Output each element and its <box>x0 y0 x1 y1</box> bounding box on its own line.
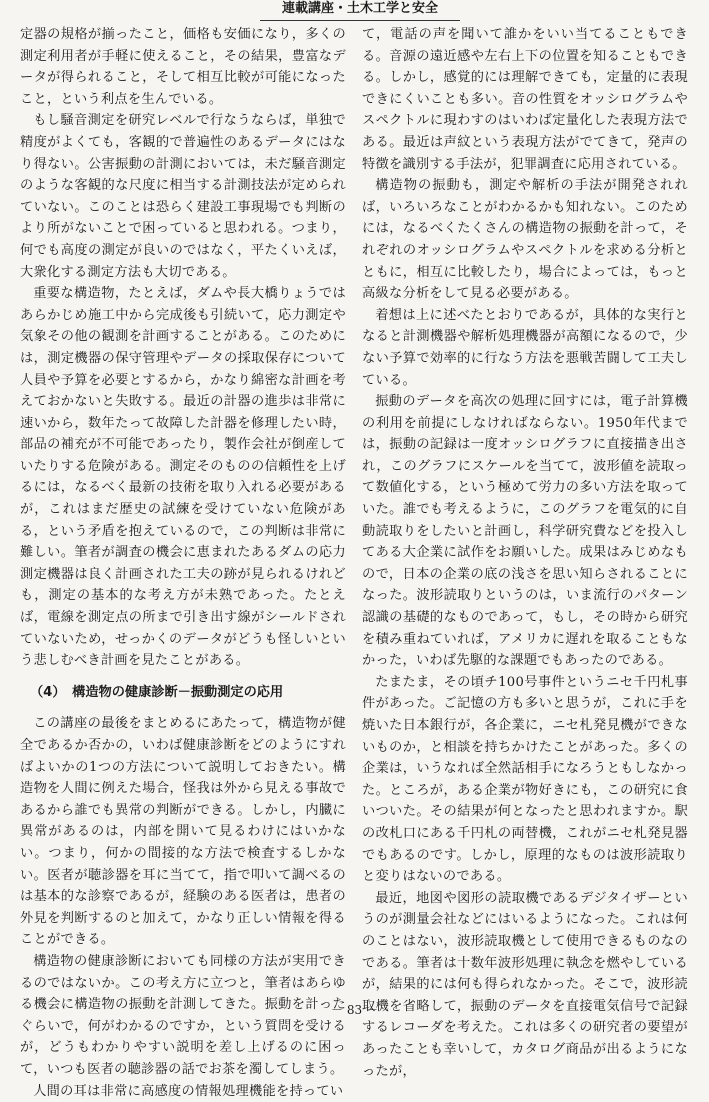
paragraph: 重要な構造物，たとえば，ダムや長大橋りょうではあらかじめ施工中から完成後も引続いて，応力測定や気象その他の観測を計画することがある。このためには，測定機器の保守管理やデータの採取保存について人員や予算を必要とするから，かなり綿密な計画を考えておかないと失敗する。最近の計器の進歩は非常に速いから，数年たって故障した計器を修理したい時，部品の補充が不可能であったり，製作会社が倒産していたりする危険がある。測定そのものの信頼性を上げるには，なるべく最新の技術を取り入れる必要があるが，これはまだ歴史の試練を受けていない危険がある，という矛盾を抱えているので，この判断は非常に難しい。筆者が調査の機会に恵まれたあるダムの応力測定機器は良く計画された工夫の跡が見られるけれども，測定の基本的な考え方が未熟であった。たとえば，電線を測定点の所まで引き出す線がシールドされていないため，せっかくのデータがどうも怪しいという悲しむべき計画を見たことがある。 <box>20 283 346 672</box>
paragraph: 着想は上に述べたとおりであるが，具体的な実行となると計測機器や解析処理機器が高額になるので，少ない予算で効率的に行なう方法を悪戦苦闘して工夫している。 <box>362 305 688 391</box>
running-header: 連載講座・土木工学と安全 <box>260 0 460 21</box>
left-column <box>20 24 346 990</box>
paragraph: 定器の規格が揃ったこと，価格も安価になり，多くの測定利用者が手軽に使えること，その結果，豊富なデータが得られること，そして相互比較が可能になったこと，という利点を生んでいる。 <box>20 24 346 110</box>
paragraph: 人間の耳は非常に高感度の情報処理機能を持ってい <box>20 1081 346 1102</box>
paragraph: 構造物の振動も，測定や解析の手法が開発されれば，いろいろなことがわかるかも知れない。このためには，なるべくたくさんの構造物の振動を計って，それぞれのオッシログラムやスペクトルを求める分析とともに，相互に比較したり，場合によっては，もっと高級な分析をして見る必要がある。 <box>362 175 688 305</box>
right-column <box>362 24 688 990</box>
paragraph: 振動のデータを高次の処理に回すには，電子計算機の利用を前提にしなければならない。1950年代までは，振動の記録は一度オッシログラフに直接描き出され，このグラフにスケールを当てて，波形値を読取って数値化する，という極めて労力の多い方法を取っていた。誰でも考えるように，このグラフを電気的に自動読取りをしたいと計画し，科学研究費などを投入してある大企業に試作をお願いした。成果はみじめなもので，日本の企業の底の浅さを思い知らされることになった。波形読取りというのは，いま流行のパターン認識の基礎的なものであって，もし，その時から研究を積み重ねていれば，アメリカに遅れを取ることもなかった，いわば先駆的な課題でもあったのである。 <box>362 391 688 672</box>
paragraph: この講座の最後をまとめるにあたって，構造物が健全であるか否かの，いわば健康診断をどのようにすればよいかの1つの方法について説明しておきたい。構造物を人間に例えた場合，怪我は外から見える事故であるから誰でも異常の判断ができる。しかし，内臓に異常があるのは，内部を開いて見るわけにはいかない。つまり，何かの間接的な方法で検査するしかない。医者が聴診器を耳に当てて，指で叩いて調べるのは基本的な診察であるが，経験のある医者は，患者の外見を判断するのと加えて，かなり正しい情報を得ることができる。 <box>20 713 346 951</box>
paragraph: もし騒音測定を研究レベルで行なうならば，単独で精度がよくても，客観的で普遍性のあるデータにはなり得ない。公害振動の計測においては，未だ騒音測定のような客観的な尺度に相当する計測技法が定められていない。このことは恐らく建設工事現場でも判断のより所がないことで困っていると思われる。つまり，何でも高度の測定が良いのではなく，平たくいえば，大衆化する測定方法も大切である。 <box>20 110 346 283</box>
paragraph: たまたま，その頃チ100号事件というニセ千円札事件があった。ご記憶の方も多いと思うが，これに手を焼いた日本銀行が，各企業に，ニセ札発見機ができないものか，と相談を持ちかけたことがあった。多くの企業は，いうなれば全然話相手になろうともしなかった。ところが，ある企業が物好きにも，この研究に食いついた。その結果が何となったと思われますか。駅の改札口にある千円札の両替機，これがニセ札発見器でもあるのです。しかし，原理的なものは波形読取りと変りはないのである。 <box>362 672 688 888</box>
paragraph: て，電話の声を聞いて誰かをいい当てることもできる。音源の遠近感や左右上下の位置を知ることもできる。しかし，感覚的には理解できても，定量的に表現できにくいことも多い。音の性質をオッシログラムやスペクトルに現わすのはいわば定量化した表現方法である。最近は声紋という表現方法がでてきて，発声の特徴を識別する手法が，犯罪調査に応用されている。 <box>362 24 688 175</box>
section-heading: （4） 構造物の健康診断－振動測定の応用 <box>30 682 346 704</box>
paragraph: 最近，地図や図形の読取機であるデジタイザーというのが測量会社などにはいるようになった。これは何のことはない，波形読取機として使用できるものなのである。筆者は十数年波形処理に執念を燃やしているが，結果的には何も得られなかった。そこで，波形読取機を省略して，振動のデータを直接電気信号で記録するレコーダを考えた。これは多くの研究者の要望があったことも幸いして，カタログ商品が出るようになったが， <box>362 888 688 1082</box>
paragraph: 構造物の健康診断においても同様の方法が実用できるのではないか。この考え方に立つと，筆者はあらゆる機会に構造物の振動を計測してきた。振動を計ったぐらいで，何がわかるのですか，という質問を受けるが，どうもわかりやすい説明を差し上げるのに困って，いつも医者の聴診器の話でお茶を濁してしまう。 <box>20 951 346 1081</box>
page-number: － 83 － <box>0 1003 709 1017</box>
